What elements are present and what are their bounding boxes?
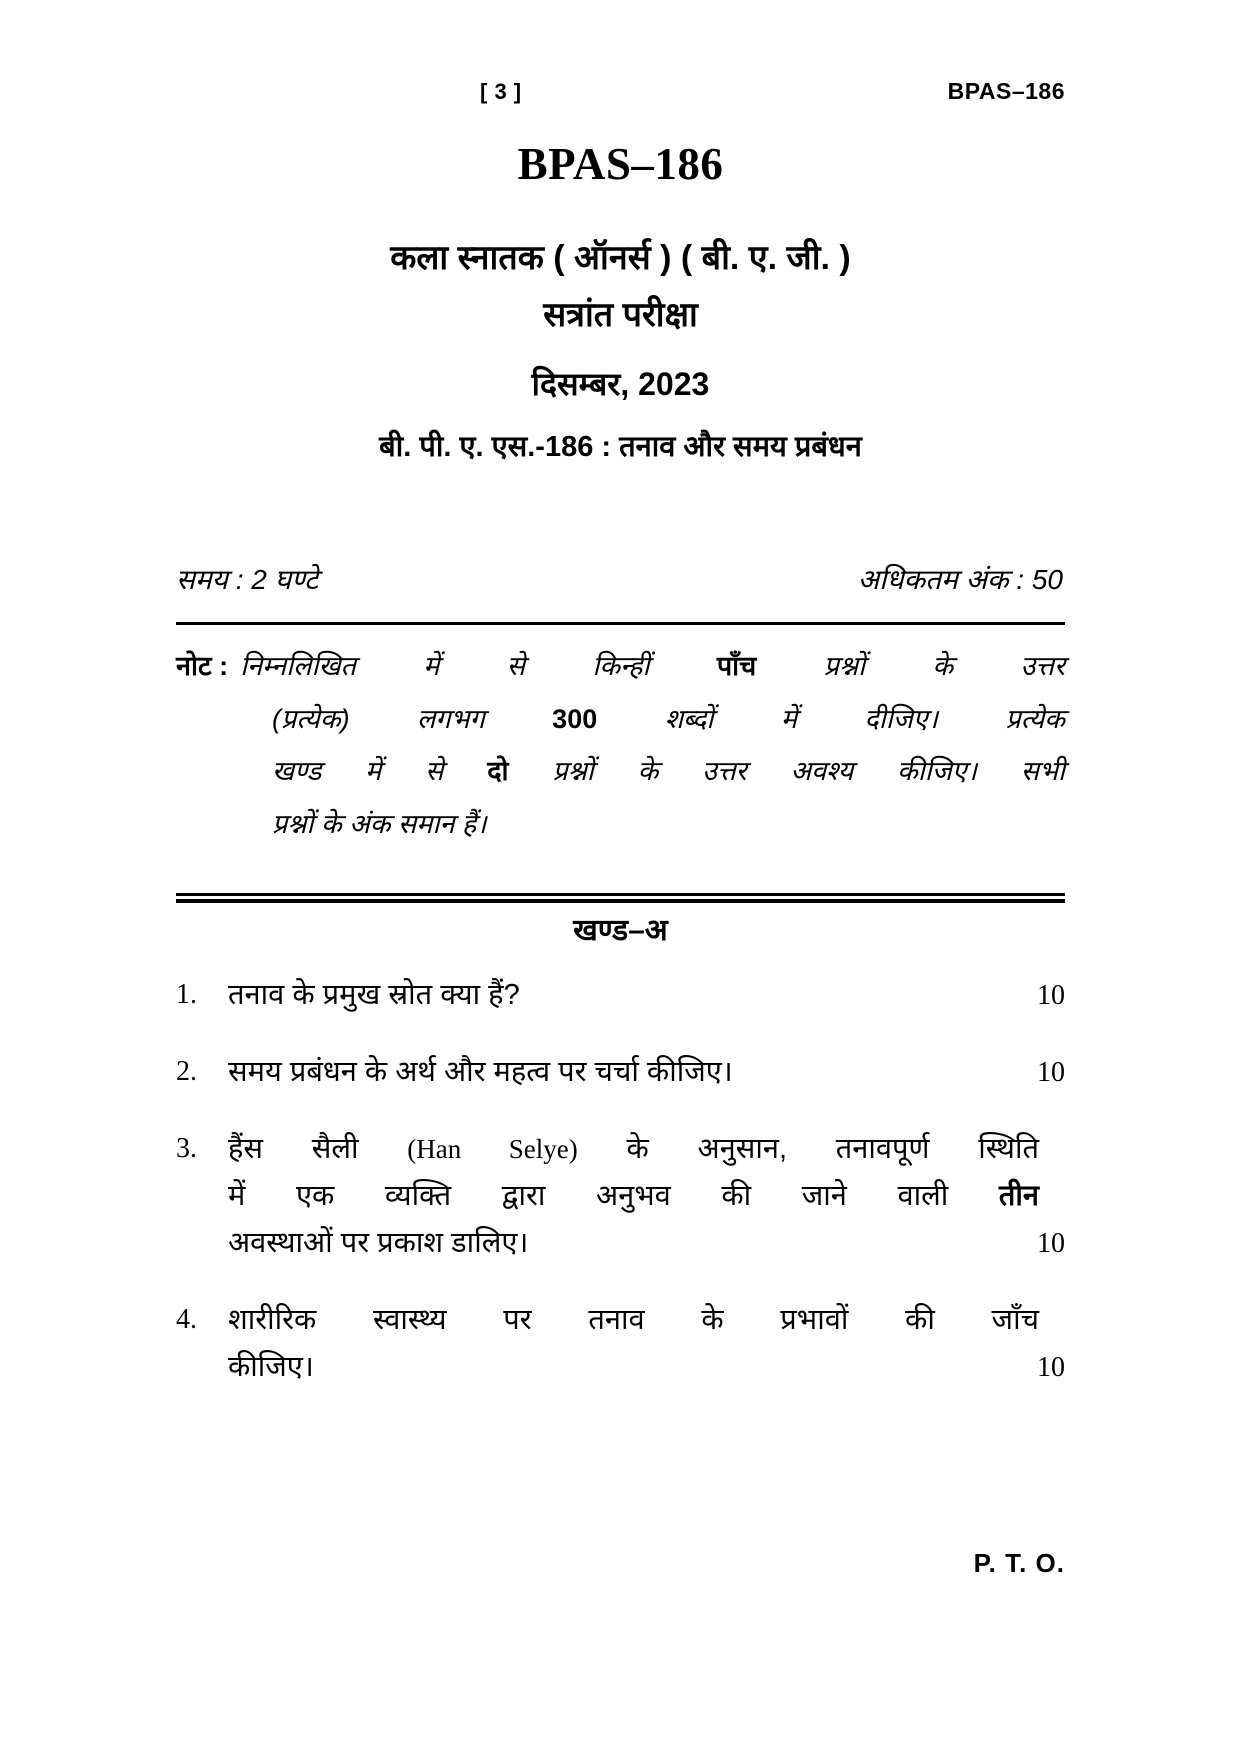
note-line-3: खण्ड में से दो प्रश्नों के उत्तर अवश्य कीजिए। सभी	[272, 756, 1065, 787]
question-line	[228, 1297, 1065, 1344]
paper-code-title: BPAS–186	[517, 139, 724, 189]
horizontal-rule	[176, 622, 1065, 625]
course-title: बी. पी. ए. एस.-186 : तनाव और समय प्रबंधन	[379, 430, 862, 463]
question-text-part: में एक व्यक्ति द्वारा अनुभव की जाने वाली	[228, 1179, 999, 1212]
question-text: तनाव के प्रमुख स्रोत क्या हैं?	[228, 979, 520, 1011]
question-line	[228, 972, 1065, 1019]
question-body	[228, 1126, 1065, 1267]
question-text-emphasis: तीन	[998, 1179, 1039, 1212]
question-text: समय प्रबंधन के अर्थ और महत्व पर चर्चा कीजिए।	[228, 1055, 733, 1088]
section-divider-rule	[176, 893, 1065, 903]
question-text: शारीरिक स्वास्थ्य पर तनाव के प्रभावों की जाँच	[228, 1303, 1039, 1336]
question-marks: 10	[1037, 1227, 1065, 1259]
meta-row	[176, 560, 1065, 598]
question-line	[228, 1126, 1065, 1173]
running-head-paper-code: BPAS–186	[947, 78, 1065, 104]
exam-title: सत्रांत परीक्षा	[543, 295, 698, 334]
question-line	[228, 1220, 1065, 1267]
question-marks: 10	[1037, 980, 1065, 1011]
question-body	[228, 1297, 1065, 1391]
question-marks: 10	[1037, 1351, 1065, 1383]
note-line-1	[176, 640, 1065, 693]
question-item	[176, 1297, 1065, 1391]
question-number: 3.	[176, 1132, 197, 1164]
question-item	[176, 1049, 1065, 1096]
degree-title: कला स्नातक ( ऑनर्स ) ( बी. ए. जी. )	[390, 238, 851, 277]
question-body	[228, 1049, 1065, 1096]
question-line	[228, 1049, 1065, 1096]
title-block	[176, 140, 1065, 467]
running-head	[190, 78, 1065, 105]
exam-date: दिसम्बर, 2023	[531, 366, 710, 403]
question-marks: 10	[1037, 1056, 1065, 1088]
note-line-1-text: निम्नलिखित में से किन्हीं पाँच प्रश्नों के उत्तर	[240, 651, 1065, 681]
question-number: 1.	[176, 979, 197, 1010]
questions-list	[176, 972, 1065, 1421]
page-turn-over: P. T. O.	[973, 1548, 1065, 1578]
question-number: 2.	[176, 1055, 197, 1087]
question-text-part: हैंस सैली	[228, 1132, 408, 1165]
question-line	[228, 1344, 1065, 1391]
section-heading: खण्ड–अ	[573, 914, 668, 947]
note-line-4: प्रश्नों के अंक समान हैं।	[272, 808, 487, 839]
question-text-part: के अनुसान, तनावपूर्ण स्थिति	[577, 1132, 1039, 1165]
question-line	[228, 1173, 1065, 1220]
note-block	[176, 640, 1065, 851]
question-text: कीजिए।	[228, 1350, 314, 1383]
page-number: [ 3 ]	[480, 79, 522, 104]
maximum-marks: अधिकतम अंक : 50	[857, 564, 1063, 595]
question-item	[176, 1126, 1065, 1267]
question-item	[176, 972, 1065, 1019]
question-text: अवस्थाओं पर प्रकाश डालिए।	[228, 1226, 529, 1259]
note-label: नोट :	[176, 651, 229, 681]
question-body	[228, 972, 1065, 1019]
exam-duration: समय : 2 घण्टे	[176, 564, 319, 595]
question-text-latin: (Han Selye)	[407, 1133, 578, 1164]
question-text	[228, 1173, 1039, 1220]
question-text	[228, 1126, 1039, 1173]
question-number: 4.	[176, 1303, 197, 1335]
note-line-2: (प्रत्येक) लगभग 300 शब्दों में दीजिए। प्रत्येक	[272, 703, 1065, 734]
